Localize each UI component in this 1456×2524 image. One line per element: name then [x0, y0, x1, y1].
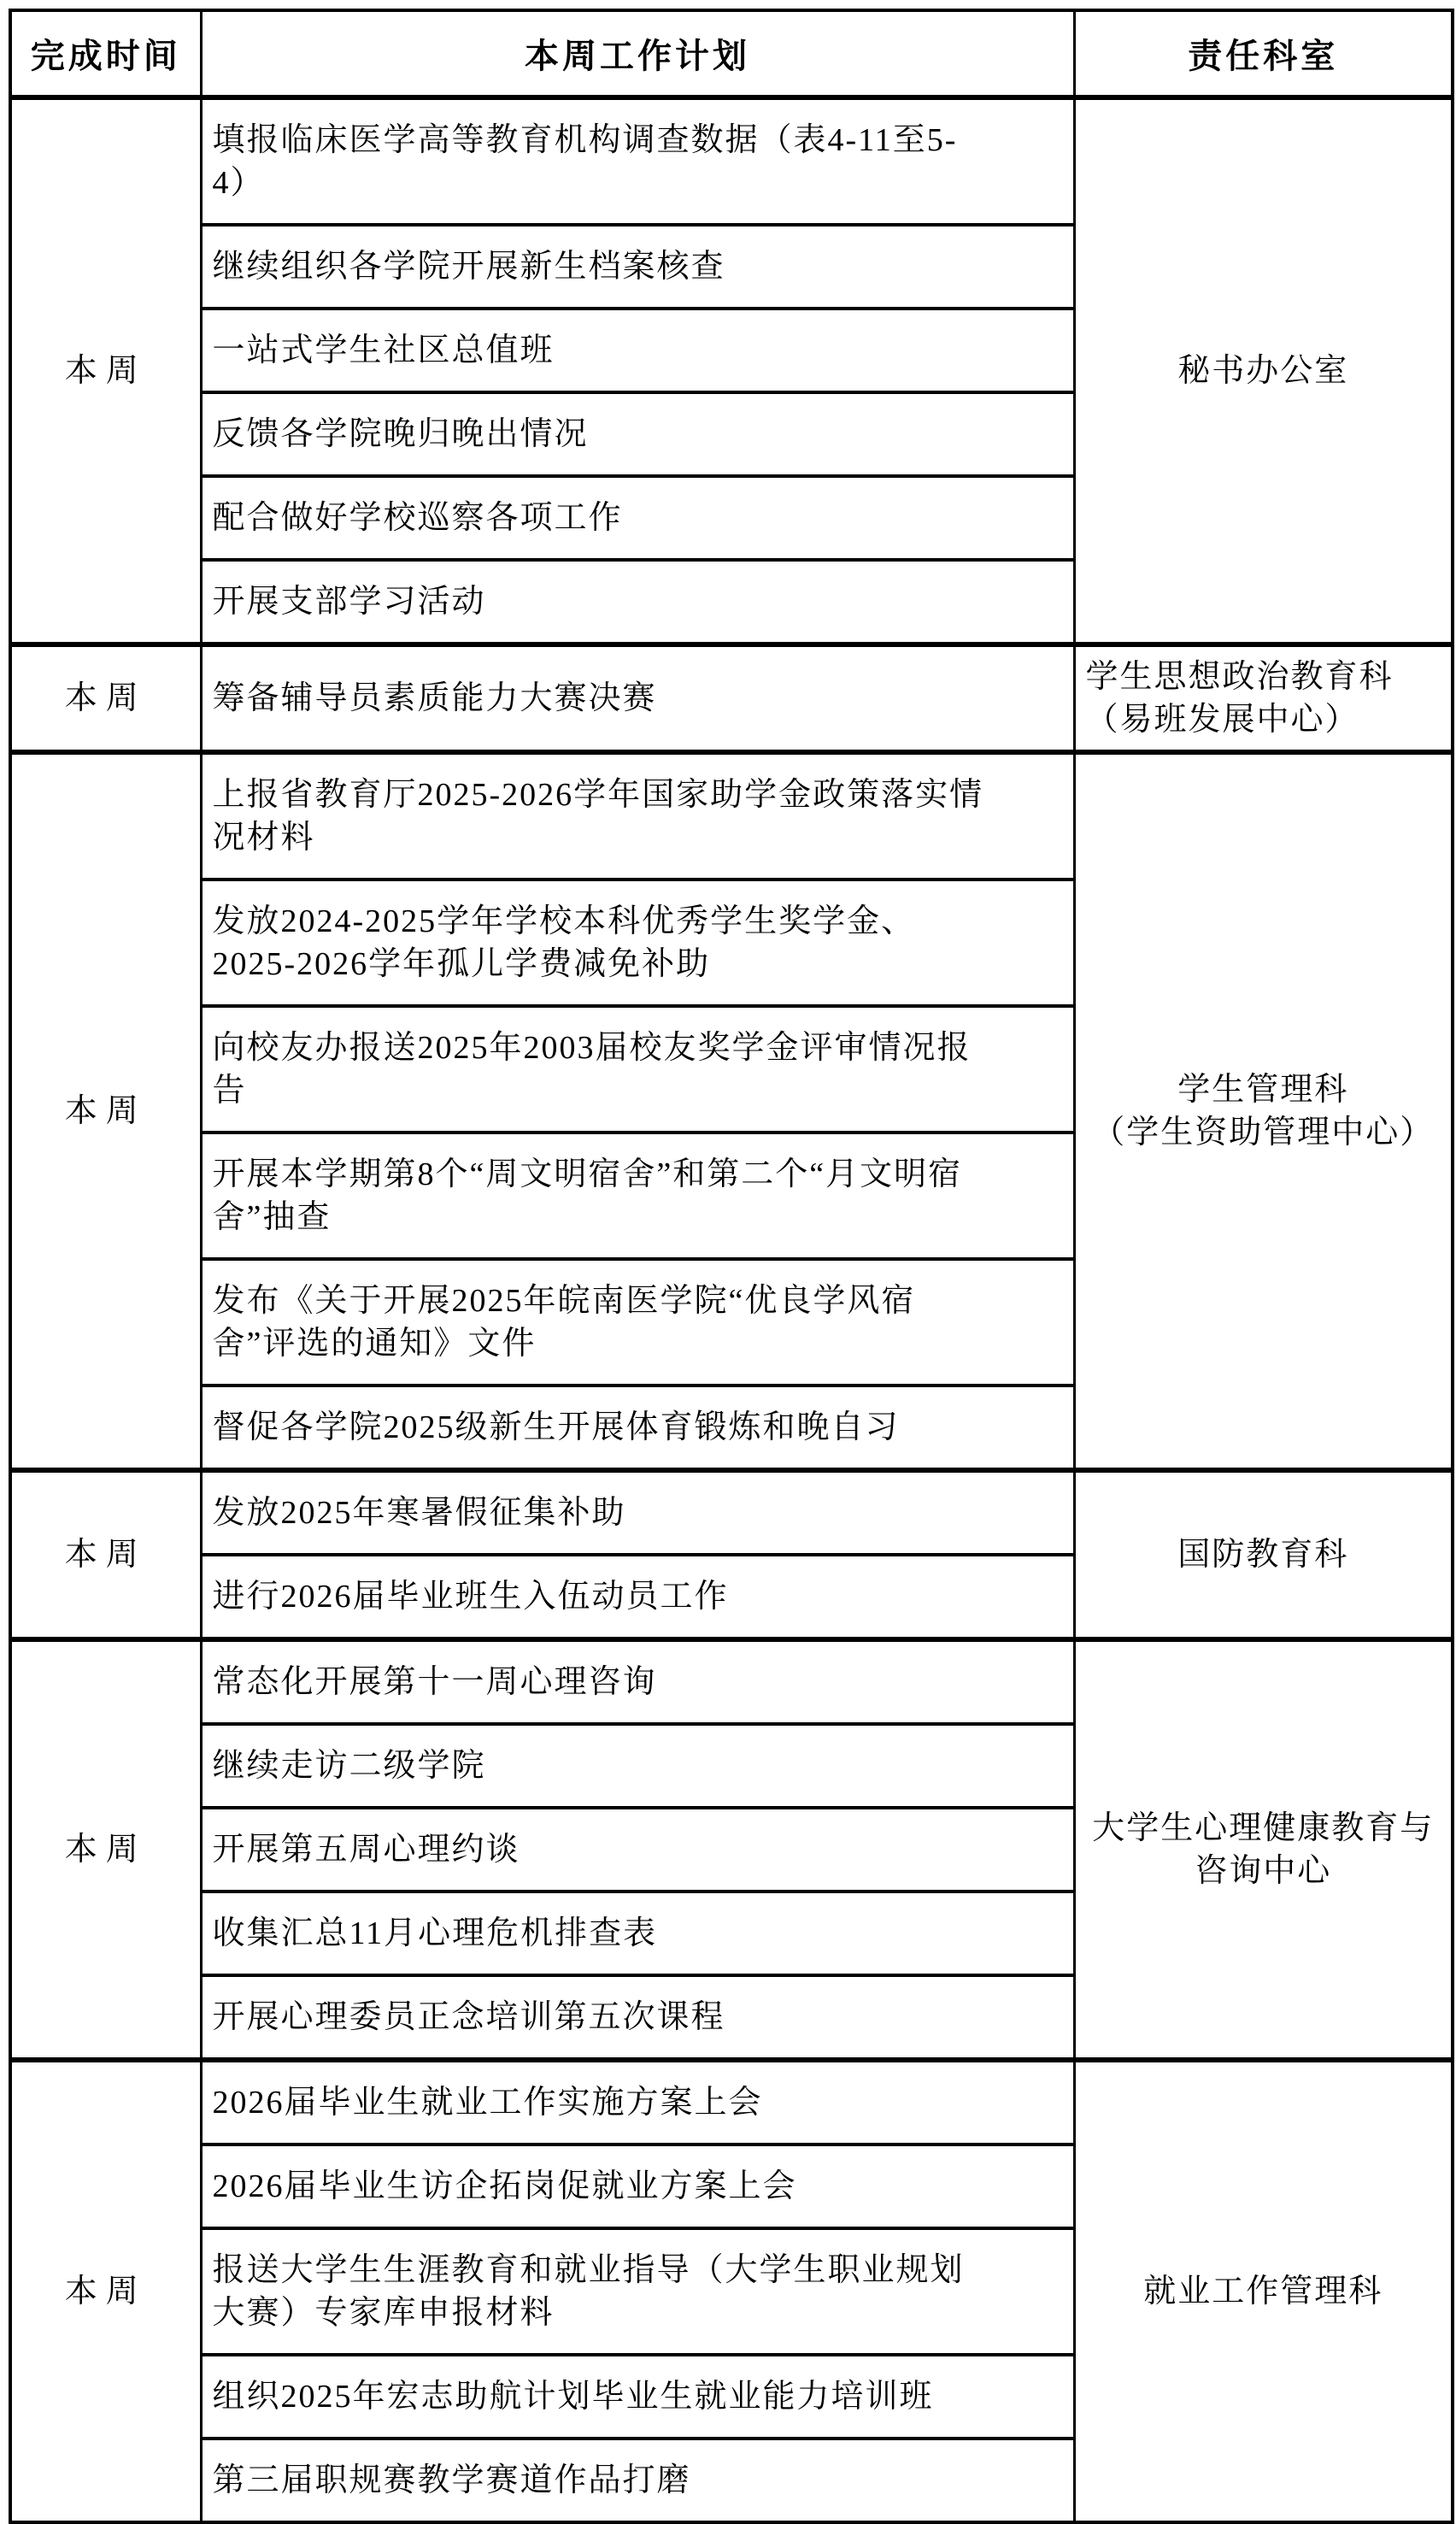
table-row: [10, 2060, 1453, 2145]
task-cell: 开展本学期第8个“周文明宿舍”和第二个“月文明宿舍”抽查: [201, 1133, 1074, 1259]
department-cell: [1074, 644, 1453, 752]
department-line: （学生资助管理中心）: [1092, 1115, 1435, 1150]
department-line: 就业工作管理科: [1143, 2274, 1383, 2309]
department-line: 大学生心理健康教育与: [1092, 1810, 1435, 1846]
header-completion-time: 完成时间: [10, 10, 201, 97]
department-line: 学生思想政治教育科: [1085, 659, 1394, 695]
task-cell: 2026届毕业生就业工作实施方案上会: [201, 2060, 1074, 2145]
header-department: 责任科室: [1074, 10, 1453, 97]
department-line: 秘书办公室: [1177, 353, 1349, 389]
task-cell: 填报临床医学高等教育机构调查数据（表4-11至5-4）: [201, 97, 1074, 225]
task-cell: 发布《关于开展2025年皖南医学院“优良学风宿舍”评选的通知》文件: [201, 1259, 1074, 1386]
task-cell: 配合做好学校巡察各项工作: [201, 476, 1074, 560]
department-line: 学生管理科: [1177, 1072, 1349, 1108]
task-cell: 向校友办报送2025年2003届校友奖学金评审情况报告: [201, 1006, 1074, 1133]
task-cell: 开展第五周心理约谈: [201, 1808, 1074, 1892]
table-header-row: [10, 10, 1453, 97]
completion-time-cell: 本周: [10, 1470, 201, 1639]
department-cell: [1074, 2060, 1453, 2522]
task-cell: 督促各学院2025级新生开展体育锻炼和晚自习: [201, 1386, 1074, 1470]
task-cell: 反馈各学院晚归晚出情况: [201, 392, 1074, 476]
table-row: [10, 1470, 1453, 1555]
task-cell: 2026届毕业生访企拓岗促就业方案上会: [201, 2145, 1074, 2228]
table-row: [10, 1639, 1453, 1724]
task-cell: 开展支部学习活动: [201, 560, 1074, 644]
department-cell: [1074, 1639, 1453, 2060]
task-cell: 进行2026届毕业班生入伍动员工作: [201, 1555, 1074, 1639]
task-cell: 一站式学生社区总值班: [201, 309, 1074, 392]
department-line: （易班发展中心）: [1085, 702, 1359, 738]
task-cell: 发放2025年寒暑假征集补助: [201, 1470, 1074, 1555]
task-cell: 报送大学生生涯教育和就业指导（大学生职业规划大赛）专家库申报材料: [201, 2228, 1074, 2355]
task-cell: 第三届职规赛教学赛道作品打磨: [201, 2439, 1074, 2522]
task-cell: 发放2024-2025学年学校本科优秀学生奖学金、2025-2026学年孤儿学费减免补助: [201, 880, 1074, 1006]
completion-time-cell: 本周: [10, 97, 201, 644]
completion-time-cell: 本周: [10, 644, 201, 752]
department-cell: [1074, 752, 1453, 1470]
completion-time-cell: 本周: [10, 752, 201, 1470]
department-cell: [1074, 1470, 1453, 1639]
task-cell: 筹备辅导员素质能力大赛决赛: [201, 644, 1074, 752]
completion-time-cell: 本周: [10, 1639, 201, 2060]
completion-time-cell: 本周: [10, 2060, 201, 2522]
task-cell: 开展心理委员正念培训第五次课程: [201, 1975, 1074, 2060]
department-line: 咨询中心: [1195, 1853, 1332, 1889]
task-cell: 继续组织各学院开展新生档案核查: [201, 225, 1074, 309]
task-cell: 上报省教育厅2025-2026学年国家助学金政策落实情况材料: [201, 752, 1074, 880]
table-row: [10, 644, 1453, 752]
weekly-work-plan-table: [9, 9, 1454, 2524]
table-row: [10, 752, 1453, 880]
task-cell: 常态化开展第十一周心理咨询: [201, 1639, 1074, 1724]
task-cell: 组织2025年宏志助航计划毕业生就业能力培训班: [201, 2355, 1074, 2439]
department-line: 国防教育科: [1177, 1537, 1349, 1573]
department-cell: [1074, 97, 1453, 644]
header-weekly-plan: 本周工作计划: [201, 10, 1074, 97]
task-cell: 收集汇总11月心理危机排查表: [201, 1892, 1074, 1975]
task-cell: 继续走访二级学院: [201, 1724, 1074, 1808]
table-body: [10, 97, 1453, 2522]
table-row: [10, 97, 1453, 225]
